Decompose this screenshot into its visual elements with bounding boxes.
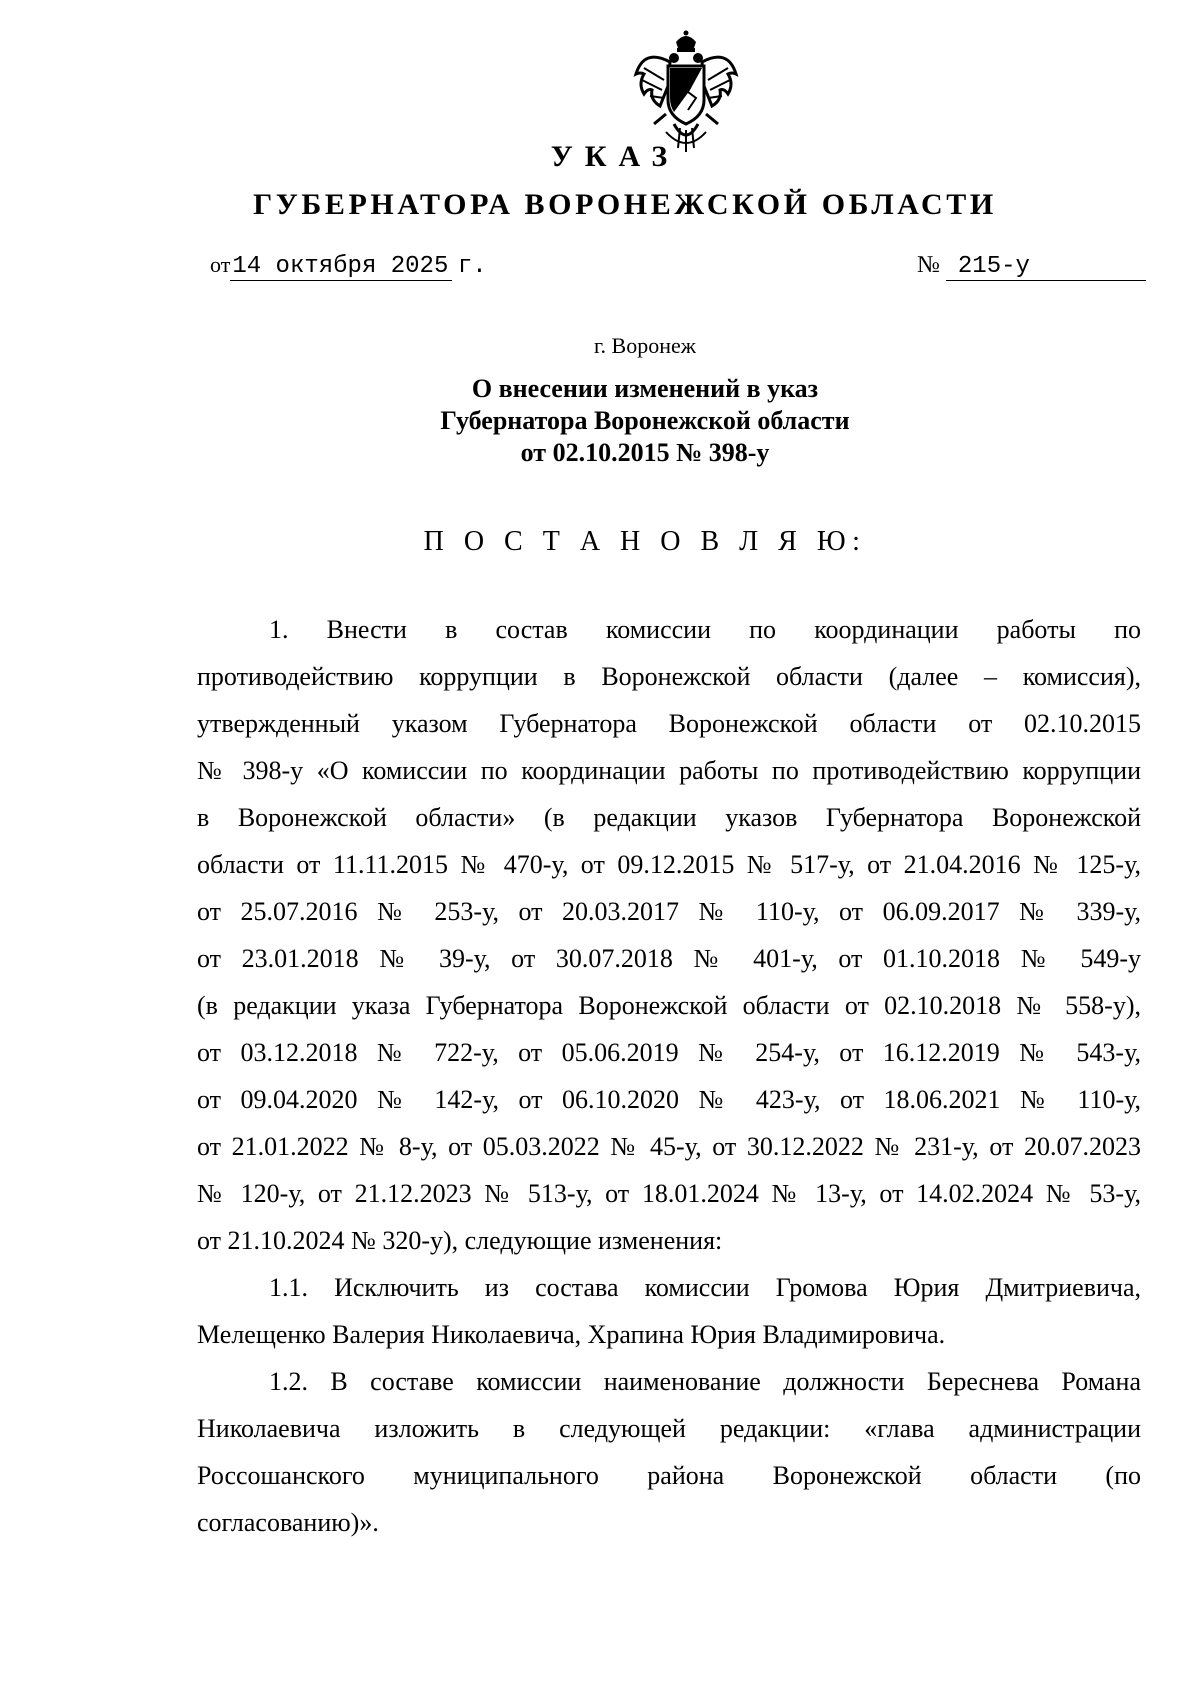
date-prefix: от xyxy=(210,252,231,277)
body-line: 1.1. Исключить из состава комиссии Громова Юрия Дмитриевича, xyxy=(269,1273,1141,1302)
body-line: Мелещенко Валерия Николаевича, Храпина Юрия Владимировича. xyxy=(197,1320,946,1349)
body-line: Россошанского муниципального района Воронежской области (по xyxy=(197,1461,1141,1490)
number-value: 215-у xyxy=(946,253,1146,281)
body-line: от 09.04.2020 № 142-у, от 06.10.2020 № 423-у, от 18.06.2021 № 110-у, xyxy=(197,1085,1141,1114)
document-city: г. Воронеж xyxy=(594,333,696,358)
body-line: от 25.07.2016 № 253-у, от 20.03.2017 № 110-у, от 06.09.2017 № 339-у, xyxy=(197,897,1141,926)
body-line: Николаевича изложить в следующей редакции: «глава администрации xyxy=(197,1414,1141,1443)
body-line: противодействию коррупции в Воронежской области (далее – комиссия), xyxy=(197,662,1141,691)
body-line: 1. Внести в состав комиссии по координации работы по xyxy=(269,615,1141,644)
subject-line: Губернатора Воронежской области xyxy=(440,406,850,435)
body-line: в Воронежской области» (в редакции указов Губернатора Воронежской xyxy=(197,803,1141,832)
body-line: согласованию)». xyxy=(197,1508,379,1537)
document-date xyxy=(210,252,487,281)
body-line: № 120-у, от 21.12.2023 № 513-у, от 18.01.2024 № 13-у, от 14.02.2024 № 53-у, xyxy=(197,1179,1141,1208)
body-line: от 21.10.2024 № 320-у), следующие изменения: xyxy=(197,1226,723,1255)
body-line: от 03.12.2018 № 722-у, от 05.06.2019 № 254-у, от 16.12.2019 № 543-у, xyxy=(197,1038,1141,1067)
date-value: 14 октября 2025 xyxy=(230,253,452,281)
document-issuer: ГУБЕРНАТОРА ВОРОНЕЖСКОЙ ОБЛАСТИ xyxy=(253,188,997,221)
date-suffix: г. xyxy=(457,253,487,280)
document-body xyxy=(197,606,1141,1546)
decree-heading: П О С Т А Н О В Л Я Ю: xyxy=(423,526,867,557)
body-line: от 23.01.2018 № 39-у, от 30.07.2018 № 401-у, от 01.10.2018 № 549-у xyxy=(197,944,1141,973)
subject-line: О внесении изменений в указ xyxy=(471,374,819,403)
body-line: 1.2. В составе комиссии наименование должности Береснева Романа xyxy=(269,1367,1141,1396)
subject-line: от 02.10.2015 № 398-у xyxy=(520,438,770,467)
body-line: № 398-у «О комиссии по координации работы по противодействию коррупции xyxy=(197,756,1141,785)
body-line: от 21.01.2022 № 8-у, от 05.03.2022 № 45-у, от 30.12.2022 № 231-у, от 20.07.2023 xyxy=(197,1132,1141,1161)
document-title: УКАЗ xyxy=(550,140,680,173)
voronezh-coat-of-arms-icon xyxy=(630,28,742,156)
number-label: № xyxy=(917,252,940,278)
body-line: области от 11.11.2015 № 470-у, от 09.12.2015 № 517-у, от 21.04.2016 № 125-у, xyxy=(197,850,1141,879)
body-line: (в редакции указа Губернатора Воронежской области от 02.10.2018 № 558-у), xyxy=(197,991,1141,1020)
document-number xyxy=(917,252,1146,281)
body-line: утвержденный указом Губернатора Воронежской области от 02.10.2015 xyxy=(197,709,1141,738)
document-subject xyxy=(0,373,1200,469)
